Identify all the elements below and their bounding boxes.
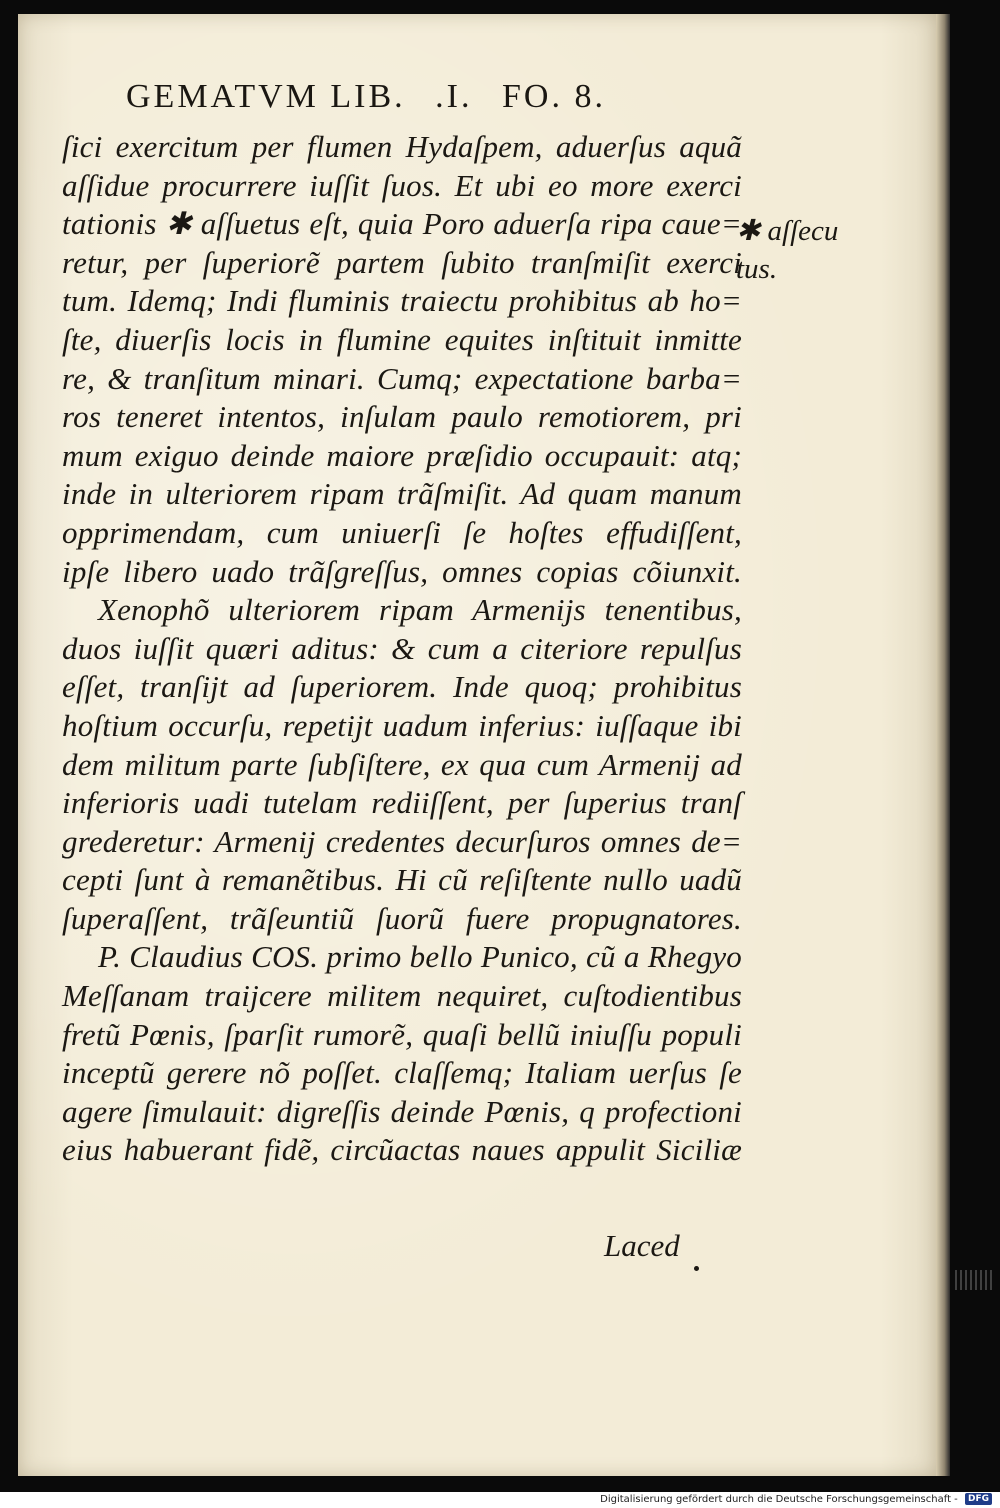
folio-number: FO. 8.	[502, 78, 606, 115]
text-line: duos iuſſit quæri aditus: & cum a citeriore repulſus	[62, 630, 742, 666]
catchword: Laced	[604, 1228, 680, 1263]
text-line: ſici exercitum per flumen Hydaſpem, aduerſus aquã	[62, 129, 742, 164]
text-line: tationis ✱ aſſuetus eſt, quia Poro aduerſa ripa caue=	[62, 206, 742, 242]
book-number: .I.	[435, 78, 473, 115]
text-line: opprimendam, cum uniuerſi ſe hoſtes effudiſſent,	[62, 514, 742, 550]
text-line: cepti ſunt à remanẽtibus. Hi cũ reſiſtente nullo uadũ	[62, 862, 742, 898]
text-line: agere ſimulauit: digreſſis deinde Pœnis, q profectioni	[62, 1093, 742, 1129]
text-line: ſte, diuerſis locis in flumine equites inſtituit inmitte	[62, 321, 742, 357]
ink-dot	[694, 1266, 699, 1271]
text-line: aſſidue procurrere iuſſit ſuos. Et ubi eo more exerci	[62, 167, 742, 203]
margin-note-line: ✱ aſſecu	[736, 215, 839, 247]
text-line: ipſe libero uado trãſgreſſus, omnes copias cõiunxit.	[62, 553, 742, 589]
body-text	[62, 128, 742, 1170]
text-line: grederetur: Armenij credentes decurſuros omnes de=	[62, 823, 742, 859]
digitization-credit	[600, 1492, 992, 1508]
text-line: Meſſanam traijcere militem nequiret, cuſtodientibus	[62, 978, 742, 1014]
text-line: inde in ulteriorem ripam trãſmiſit. Ad quam manum	[62, 476, 742, 512]
paragraph-start-line: P. Claudius COS. primo bello Punico, cũ a Rhegyo	[98, 939, 742, 975]
paragraph-start-line: Xenophõ ulteriorem ripam Armenijs tenentibus,	[98, 592, 742, 628]
scanner-artifact	[955, 1270, 995, 1290]
text-line: tum. Idemq; Indi fluminis traiectu prohibitus ab ho=	[62, 283, 742, 319]
margin-note-line: tus.	[736, 253, 778, 285]
text-line: inceptũ gerere nõ poſſet. claſſemq; Italiam uerſus ſe	[62, 1055, 742, 1091]
credit-text: Digitalisierung gefördert durch die Deutsche Forschungsgemeinschaft -	[600, 1494, 958, 1505]
text-line: ſuperaſſent, trãſeuntiũ ſuorũ fuere propugnatores.	[62, 900, 742, 936]
text-line: hoſtium occurſu, repetijt uadum inferius: iuſſaque ibi	[62, 707, 742, 743]
margin-note	[736, 212, 838, 288]
text-line: fretũ Pœnis, ſparſit rumorẽ, quaſi bellũ iniuſſu populi	[62, 1016, 742, 1052]
text-line: eſſet, tranſijt ad ſuperiorem. Inde quoq; prohibitus	[62, 669, 742, 705]
page-edge	[936, 14, 950, 1476]
text-line: inferioris uadi tutelam rediiſſent, per ſuperius tranſ	[62, 785, 742, 821]
running-header	[126, 78, 686, 116]
text-line: re, & tranſitum minari. Cumq; expectatione barba=	[62, 360, 742, 396]
dfg-logo: DFG	[965, 1493, 992, 1505]
running-title: GEMATVM LIB.	[126, 78, 406, 115]
text-line: ros teneret intentos, inſulam paulo remotiorem, pri	[62, 399, 742, 435]
text-line: retur, per ſuperiorẽ partem ſubito tranſmiſit exerci	[62, 244, 742, 280]
text-line: eius habuerant fidẽ, circũactas naues appulit Siciliæ	[62, 1132, 742, 1168]
text-line: dem militum parte ſubſiſtere, ex qua cum Armenij ad	[62, 746, 742, 782]
text-line: mum exiguo deinde maiore præſidio occupauit: atq;	[62, 437, 742, 473]
